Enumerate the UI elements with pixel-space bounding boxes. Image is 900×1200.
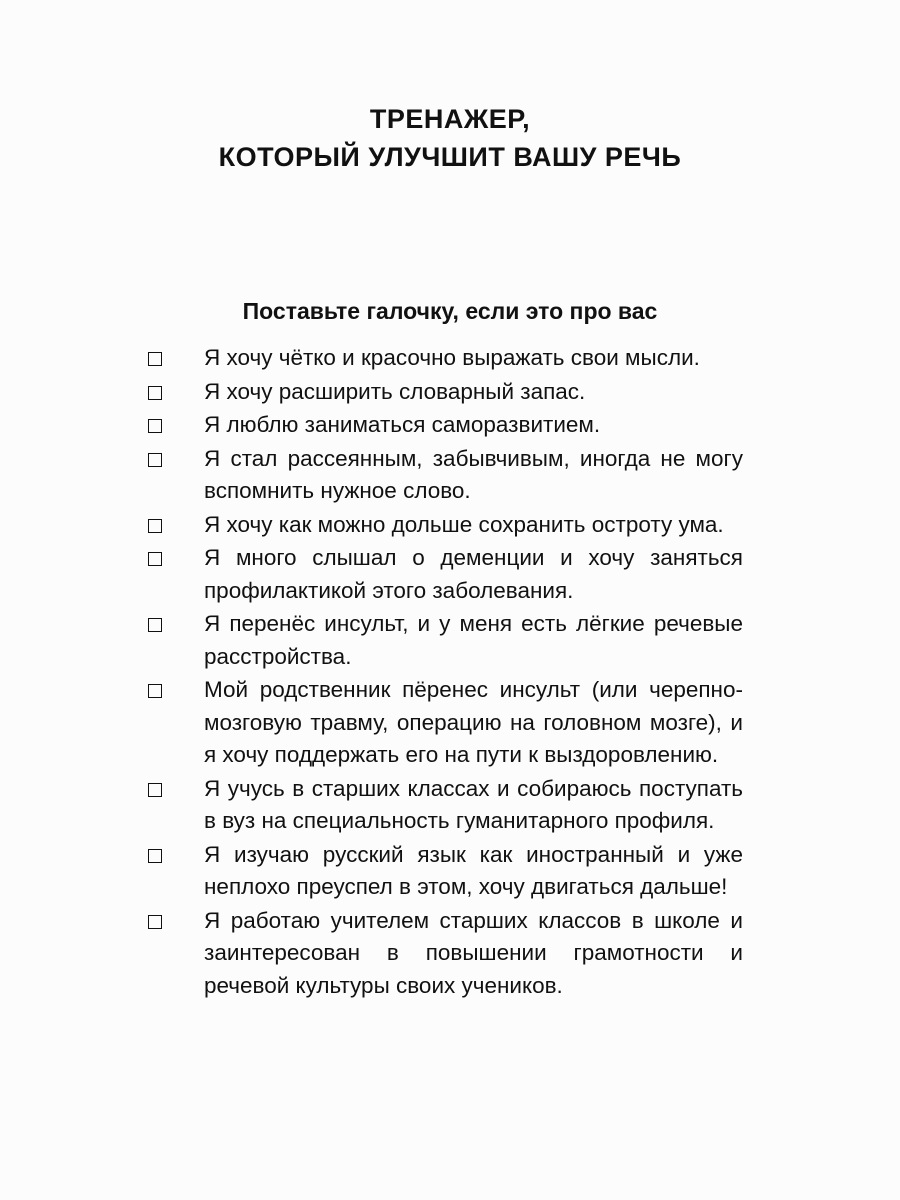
checklist-item [148,608,743,673]
checkbox[interactable] [148,552,162,566]
checklist-item-text: Я люблю заниматься саморазвитием. [204,412,601,437]
checklist-item [148,376,743,409]
checklist-heading: Поставьте галочку, если это про вас [242,298,658,324]
checklist-item [148,905,743,1003]
checklist-item-text: Мой родственник пёренес инсульт (или черепно-мозговую травму, операцию на головном мозге), и я хочу поддержать его на пути к выздоровлению. [204,677,743,767]
checkbox[interactable] [148,783,162,797]
checkbox[interactable] [148,684,162,698]
checklist-item [148,674,743,772]
page-title [0,100,900,176]
checklist-item-text: Я хочу как можно дольше сохранить остроту ума. [204,511,724,537]
checklist-item-text: Я работаю учителем старших классов в школе и заинтересован в повышении грамотности и речевой культуры своих учеников. [204,907,743,998]
checklist-item [148,342,743,375]
checkbox[interactable] [148,618,162,632]
checkbox[interactable] [148,849,162,863]
checklist-item [148,443,743,508]
checklist-item [148,773,743,838]
checklist-item-text: Я много слышал о деменции и хочу заняться профилактикой этого заболевания. [204,545,743,603]
checklist-item [148,409,743,442]
checkbox[interactable] [148,419,162,433]
checklist-item [148,839,743,904]
title-line-2: КОТОРЫЙ УЛУЧШИТ ВАШУ РЕЧЬ [218,142,682,172]
title-line-1: ТРЕНАЖЕР, [369,104,531,134]
checklist-item-text: Я стал рассеянным, забывчивым, иногда не могу вспомнить нужное слово. [204,445,743,503]
checkbox[interactable] [148,386,162,400]
checklist-item-text: Я изучаю русский язык как иностранный и уже неплохо преуспел в этом, хочу двигаться дальше! [204,841,743,899]
checklist [148,342,743,1003]
checkbox[interactable] [148,519,162,533]
checkbox[interactable] [148,915,162,929]
checklist-item-text: Я хочу чётко и красочно выражать свои мысли. [204,345,700,370]
checklist-item [148,542,743,607]
checklist-item-text: Я учусь в старших классах и собираюсь поступать в вуз на специальность гуманитарного профиля. [204,775,743,833]
checklist-item-text: Я хочу расширить словарный запас. [204,378,586,404]
checklist-item [148,509,743,542]
checkbox[interactable] [148,352,162,366]
checkbox[interactable] [148,453,162,467]
checklist-item-text: Я перенёс инсульт, и у меня есть лёгкие речевые расстройства. [204,611,743,669]
